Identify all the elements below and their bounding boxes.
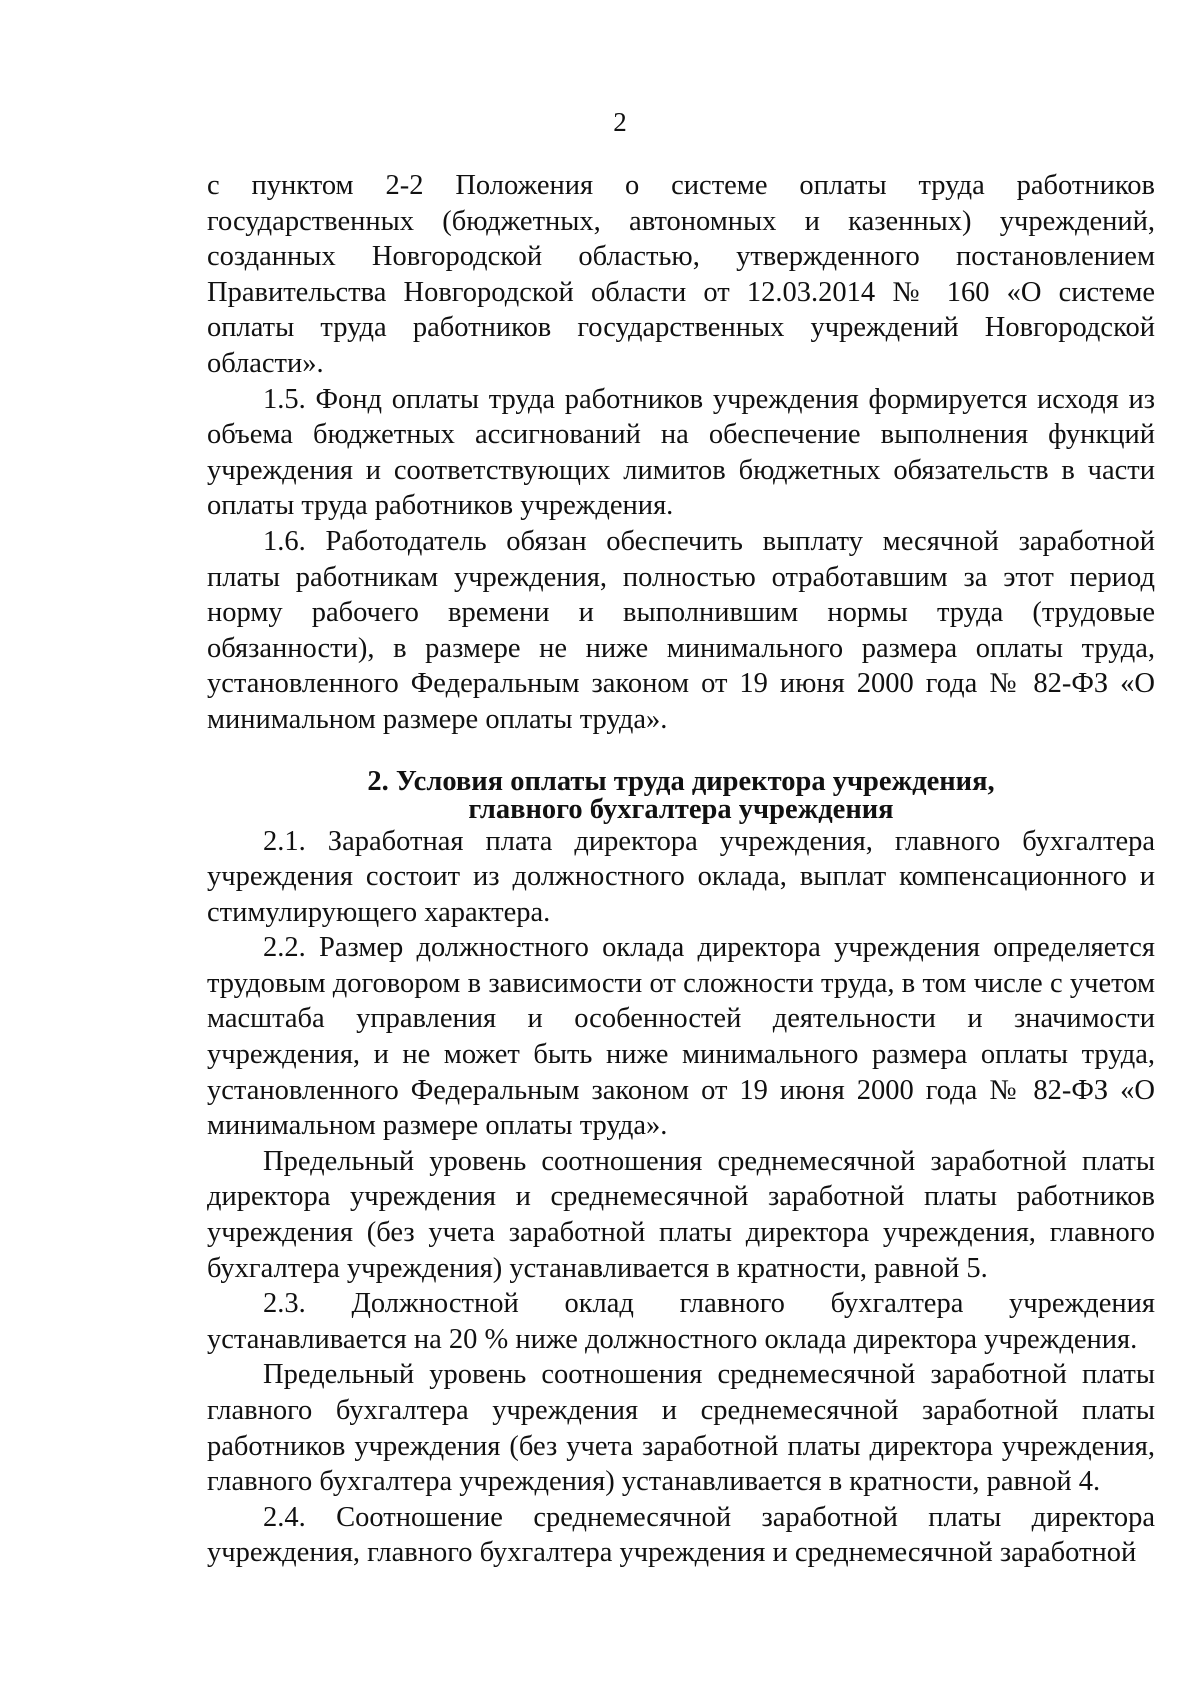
paragraph-2-4: 2.4. Соотношение среднемесячной заработной платы директора учреждения, главного бухгалтера учреждения и среднемесячной заработной [207, 1501, 1155, 1569]
paragraph-2-2: 2.2. Размер должностного оклада директора учреждения определяется трудовым договором в зависимости от сложности труда, в том числе с учетом масштаба управления и особенностей деятельности и значимости учреждения, и не может быть ниже минимального размера оплаты труда, установленного Федеральным законом от 19 июня 2000 года № 82-ФЗ «О минимальном размере оплаты труда». [207, 932, 1155, 1142]
paragraph-2-1: 2.1. Заработная плата директора учреждения, главного бухгалтера учреждения состоит из должностного оклада, выплат компенсационного и стимулирующего характера. [207, 825, 1155, 928]
paragraph-2-3-limit: Предельный уровень соотношения среднемесячной заработной платы главного бухгалтера учреждения и среднемесячной заработной платы работников учреждения (без учета заработной платы директора учреждения, главного бухгалтера учреждения) устанавливается в кратности, равной 4. [207, 1359, 1155, 1498]
paragraph-1-5: 1.5. Фонд оплаты труда работников учреждения формируется исходя из объема бюджетных ассигнований на обеспечение выполнения функций учреждения и соответствующих лимитов бюджетных обязательств в части оплаты труда работников учреждения. [207, 383, 1155, 522]
paragraph-1-6: 1.6. Работодатель обязан обеспечить выплату месячной заработной платы работникам учреждения, полностью отработавшим за этот период норму рабочего времени и выполнившим нормы труда (трудовые обязанности), в размере не ниже минимального размера оплаты труда, установленного Федеральным законом от 19 июня 2000 года № 82-ФЗ «О минимальном размере оплаты труда». [207, 525, 1155, 735]
section-heading-line-1: 2. Условия оплаты труда директора учреждения, [367, 765, 995, 797]
section-heading [207, 765, 1155, 825]
section-heading-line-2: главного бухгалтера учреждения [468, 793, 894, 825]
paragraph-2-3: 2.3. Должностной оклад главного бухгалтера учреждения устанавливается на 20 % ниже должностного оклада директора учреждения. [207, 1288, 1155, 1355]
paragraph-2-2-limit: Предельный уровень соотношения среднемесячной заработной платы директора учреждения и среднемесячной заработной платы работников учреждения (без учета заработной платы директора учреждения, главного бухгалтера учреждения) устанавливается в кратности, равной 5. [207, 1145, 1155, 1284]
page-number: 2 [613, 107, 627, 137]
paragraph-continuation: с пунктом 2-2 Положения о системе оплаты труда работников государственных (бюджетных, автономных и казенных) учреждений, созданных Новгородской областью, утвержденного постановлением Правительства Новгородской области от 12.03.2014 № 160 «О системе оплаты труда работников государственных учреждений Новгородской области». [207, 170, 1155, 379]
document-body [207, 168, 1155, 1571]
